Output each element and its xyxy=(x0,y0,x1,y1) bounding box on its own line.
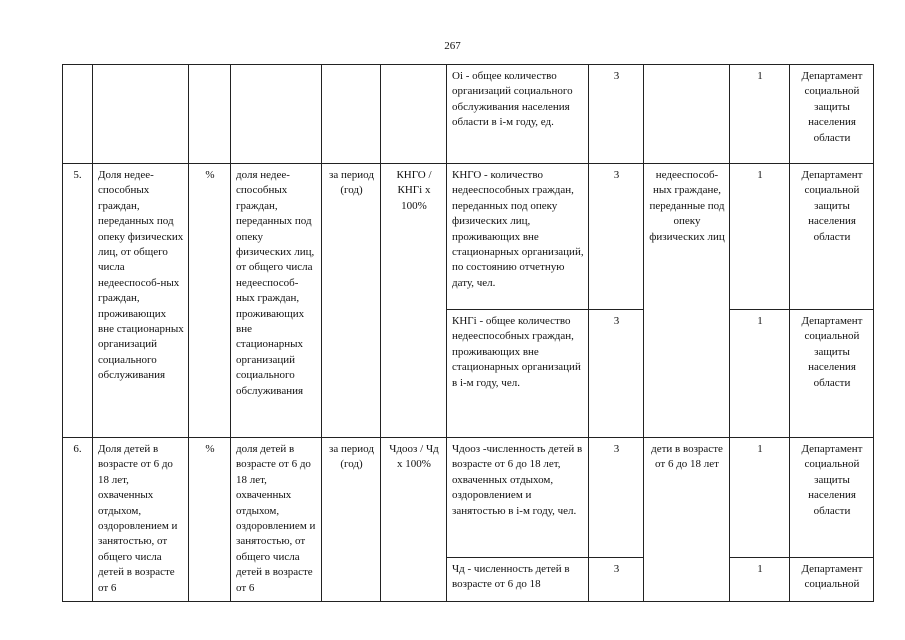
cell-basic-indicator: КНГО - количество недееспособных граждан, переданных под опеку физических лиц, проживающих вне стационарных организаций, по состоянию отчетную дату, чел. xyxy=(447,164,589,310)
cell-definition xyxy=(231,65,322,164)
cell-formula xyxy=(381,65,447,164)
cell-formula: КНГО / КНГi х 100% xyxy=(381,164,447,438)
cell-name xyxy=(93,65,189,164)
cell-name: Доля детей в возрасте от 6 до 18 лет, охваченных отдыхом, оздоровлением и занятостью, от общего числа детей в возрасте от 6 xyxy=(93,438,189,602)
cell-object: дети в возрасте от 6 до 18 лет xyxy=(644,438,730,602)
cell-responsible: Департамент социальной защиты населения области xyxy=(790,310,874,438)
page-number: 267 xyxy=(444,40,461,52)
table-row xyxy=(63,65,874,164)
cell-method: 3 xyxy=(589,438,644,558)
cell-basic-indicator: Чдооз -численность детей в возрасте от 6 до 18 лет, охваченных отдыхом, оздоровлением и занятостью в i-м году, чел. xyxy=(447,438,589,558)
cell-responsible: Департамент социальной защиты населения области xyxy=(790,65,874,164)
indicators-table xyxy=(62,64,874,602)
cell-basic-indicator: КНГi - общее количество недееспособных граждан, проживающих вне стационарных организаций в i-м году, чел. xyxy=(447,310,589,438)
cell-responsible: Департамент социальной защиты населения области xyxy=(790,164,874,310)
cell-formula: Чдоoз / Чд х 100% xyxy=(381,438,447,602)
cell-object xyxy=(644,65,730,164)
cell-unit xyxy=(189,65,231,164)
cell-coverage: 1 xyxy=(730,164,790,310)
cell-num: 6. xyxy=(63,438,93,602)
cell-unit: % xyxy=(189,438,231,602)
cell-period: за период (год) xyxy=(322,438,381,602)
cell-definition: доля детей в возрасте от 6 до 18 лет, охваченных отдыхом, оздоровлением и занятостью, от общего числа детей в возрасте от 6 xyxy=(231,438,322,602)
cell-responsible: Департамент социальной защиты населения области xyxy=(790,438,874,558)
cell-method: 3 xyxy=(589,558,644,602)
cell-definition: доля недее-способных граждан, переданных под опеку физических лиц, от общего числа недееспособ-ных граждан, проживающих вне стационарных организаций социального обслуживания xyxy=(231,164,322,438)
cell-basic-indicator: Чд - численность детей в возрасте от 6 до 18 xyxy=(447,558,589,602)
cell-method: 3 xyxy=(589,310,644,438)
cell-name: Доля недее-способных граждан, переданных под опеку физических лиц, от общего числа недееспособ-ных граждан, проживающих вне стационарных организаций социального обслуживания xyxy=(93,164,189,438)
cell-method: 3 xyxy=(589,164,644,310)
cell-num: 5. xyxy=(63,164,93,438)
cell-coverage: 1 xyxy=(730,438,790,558)
cell-period xyxy=(322,65,381,164)
cell-basic-indicator: Оi - общее количество организаций социального обслуживания населения области в i-м году, ед. xyxy=(447,65,589,164)
table-row xyxy=(63,438,874,558)
cell-coverage: 1 xyxy=(730,65,790,164)
cell-coverage: 1 xyxy=(730,310,790,438)
cell-object: недееспособ-ных граждане, переданные под опеку физических лиц xyxy=(644,164,730,438)
cell-coverage: 1 xyxy=(730,558,790,602)
cell-num xyxy=(63,65,93,164)
cell-responsible: Департамент социальной xyxy=(790,558,874,602)
cell-unit: % xyxy=(189,164,231,438)
cell-method: 3 xyxy=(589,65,644,164)
cell-period: за период (год) xyxy=(322,164,381,438)
table-row xyxy=(63,164,874,310)
